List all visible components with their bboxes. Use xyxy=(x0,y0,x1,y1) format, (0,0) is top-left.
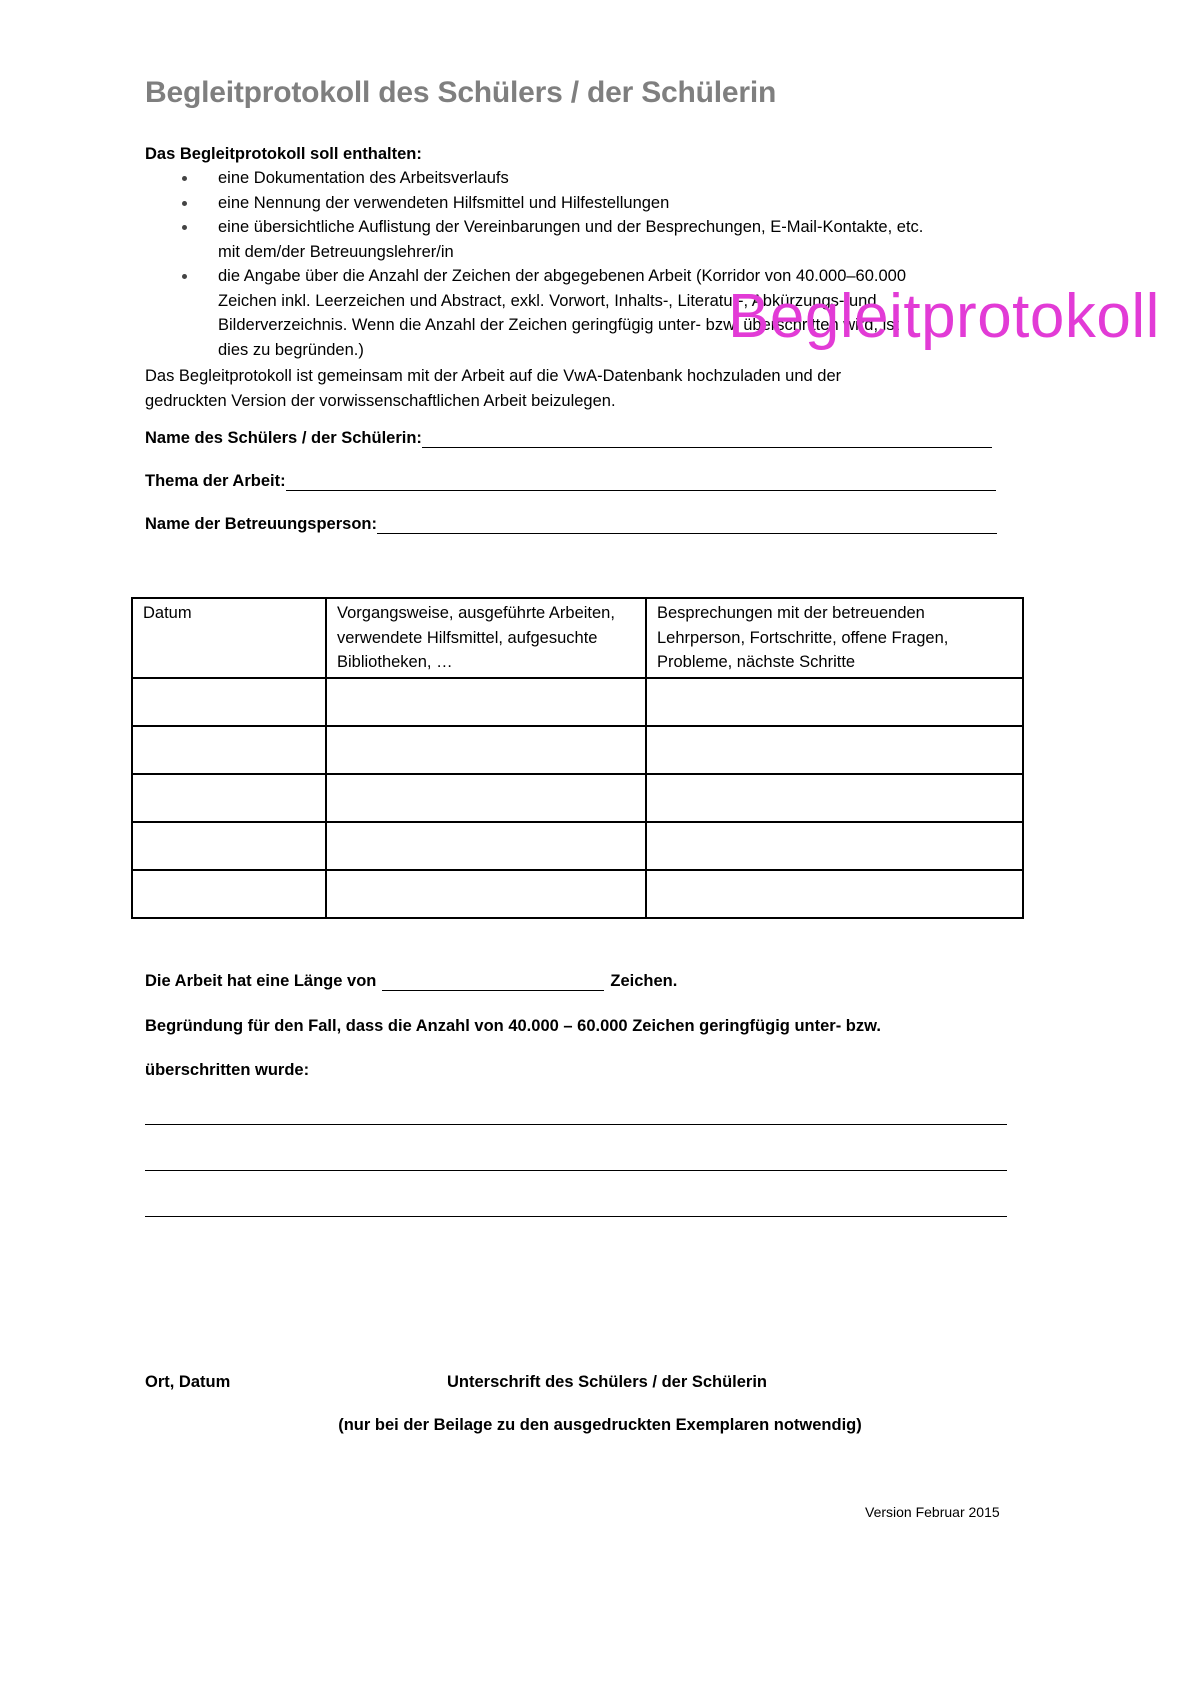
reason-line[interactable] xyxy=(145,1216,1007,1217)
table-cell[interactable] xyxy=(326,774,646,822)
upload-note: Das Begleitprotokoll ist gemeinsam mit der Arbeit auf die VwA-Datenbank hochzuladen und der gedruckten Version der vorwissenschaftlichen Arbeit beizulegen. xyxy=(145,367,842,410)
table-cell[interactable] xyxy=(326,822,646,870)
table-cell[interactable] xyxy=(646,774,1023,822)
reason-line[interactable] xyxy=(145,1170,1007,1171)
table-row xyxy=(132,870,1023,918)
list-item: die Angabe über die Anzahl der Zeichen der abgegebenen Arbeit (Korridor von 40.000–60.000 Zeichen inkl. Leerzeichen und Abstract, exkl. Vorwort, Inhalts-, Literatur-, Abkürzungs- und Bilderverzeichnis. Wenn die Anzahl der Zeichen geringfügig unter- bzw. überschritten wird, ist dies zu begründen.) xyxy=(145,264,1045,362)
table-row xyxy=(132,678,1023,726)
column-header-date: Datum xyxy=(132,598,326,678)
column-header-procedure: Vorgangsweise, ausgeführte Arbeiten, verwendete Hilfsmittel, aufgesuchte Bibliotheken, … xyxy=(326,598,646,678)
table-cell[interactable] xyxy=(646,822,1023,870)
version-label: Version Februar 2015 xyxy=(865,1504,1000,1520)
reason-text-line2: überschritten wurde: xyxy=(145,1061,310,1079)
bullet-icon xyxy=(182,201,187,206)
student-name-line[interactable] xyxy=(422,427,992,448)
table-row xyxy=(132,726,1023,774)
length-suffix: Zeichen. xyxy=(610,972,678,990)
supervisor-field[interactable] xyxy=(145,513,997,534)
table-header-row xyxy=(132,598,1023,678)
table-cell[interactable] xyxy=(326,678,646,726)
table-cell[interactable] xyxy=(326,726,646,774)
list-item: eine Nennung der verwendeten Hilfsmittel und Hilfestellungen xyxy=(145,191,1045,216)
topic-line[interactable] xyxy=(286,470,996,491)
list-item: eine übersichtliche Auflistung der Vereinbarungen und der Besprechungen, E-Mail-Kontakte, etc. mit dem/der Betreuungslehrer/in xyxy=(145,215,1045,264)
topic-label: Thema der Arbeit: xyxy=(145,472,286,490)
protocol-table xyxy=(131,597,1024,919)
table-cell[interactable] xyxy=(326,870,646,918)
table-cell[interactable] xyxy=(132,726,326,774)
watermark-text: Begleitprotokoll xyxy=(728,282,1160,351)
list-item: eine Dokumentation des Arbeitsverlaufs xyxy=(145,166,1045,191)
supervisor-line[interactable] xyxy=(377,513,997,534)
signature-note: (nur bei der Beilage zu den ausgedruckten Exemplaren notwendig) xyxy=(338,1416,862,1434)
student-name-label: Name des Schülers / der Schülerin: xyxy=(145,429,422,447)
length-prefix: Die Arbeit hat eine Länge von xyxy=(145,972,377,990)
bullet-icon xyxy=(182,274,187,279)
table-row xyxy=(132,822,1023,870)
place-date-label: Ort, Datum xyxy=(145,1373,231,1391)
column-header-meetings: Besprechungen mit der betreuenden Lehrperson, Fortschritte, offene Fragen, Probleme, nächste Schritte xyxy=(646,598,1023,678)
table-cell[interactable] xyxy=(132,774,326,822)
table-cell[interactable] xyxy=(132,870,326,918)
reason-text-line1: Begründung für den Fall, dass die Anzahl von 40.000 – 60.000 Zeichen geringfügig unter- bzw. xyxy=(145,1017,881,1035)
signature-label: Unterschrift des Schülers / der Schülerin xyxy=(447,1373,768,1391)
supervisor-label: Name der Betreuungsperson: xyxy=(145,515,377,533)
table-row xyxy=(132,774,1023,822)
bullet-icon xyxy=(182,176,187,181)
length-line[interactable] xyxy=(382,970,604,991)
bullet-icon xyxy=(182,225,187,230)
reason-line[interactable] xyxy=(145,1124,1007,1125)
page-title: Begleitprotokoll des Schülers / der Schülerin xyxy=(145,76,777,109)
table-cell[interactable] xyxy=(132,678,326,726)
intro-text: Das Begleitprotokoll soll enthalten: xyxy=(145,145,422,163)
student-name-field[interactable] xyxy=(145,427,992,448)
topic-field[interactable] xyxy=(145,470,996,491)
table-cell[interactable] xyxy=(132,822,326,870)
table-cell[interactable] xyxy=(646,870,1023,918)
table-cell[interactable] xyxy=(646,678,1023,726)
length-field[interactable] xyxy=(145,970,677,991)
table-cell[interactable] xyxy=(646,726,1023,774)
